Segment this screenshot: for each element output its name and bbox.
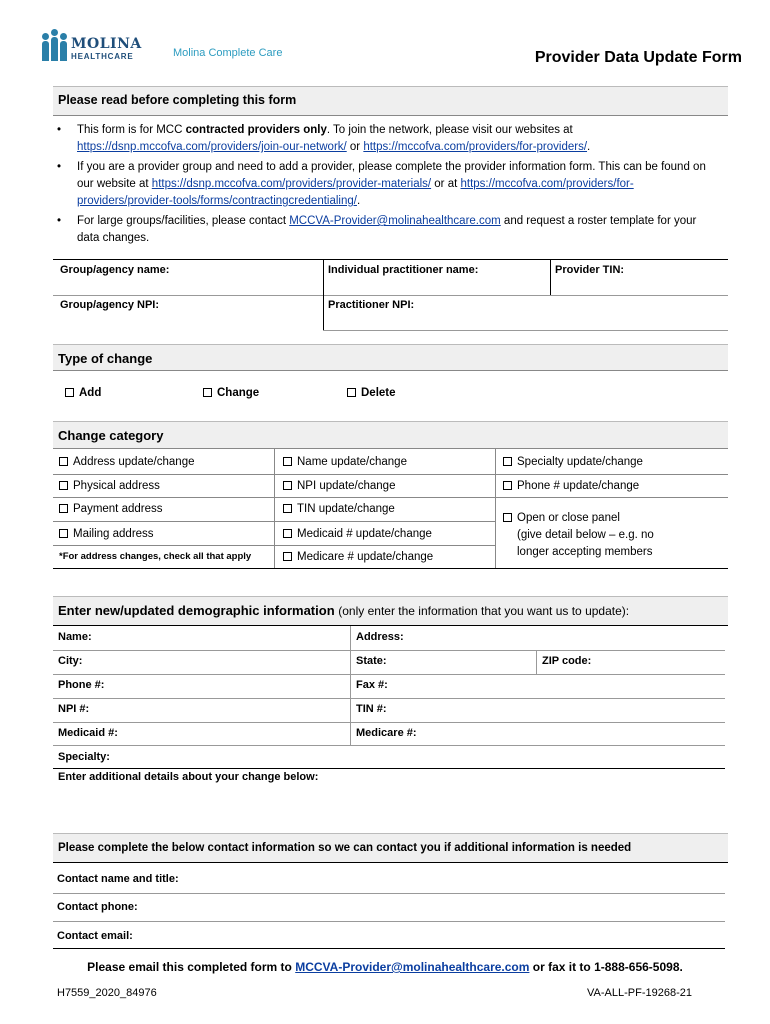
group-name-field[interactable]: Group/agency name: — [60, 264, 170, 276]
cat-physical-address-checkbox[interactable]: Physical address — [59, 480, 160, 492]
people-icon — [42, 37, 67, 61]
bullet-large-groups: • For large groups/facilities, please contact MCCVA-Provider@molinahealthcare.com and request a roster template for your data changes. — [55, 213, 720, 247]
demo-medicaid-field[interactable]: Medicaid #: — [58, 727, 118, 739]
type-change-checkbox[interactable]: Change — [203, 387, 259, 399]
type-of-change-band — [53, 344, 728, 371]
for-providers-link[interactable]: https://mccofva.com/providers/for-providers/ — [363, 141, 588, 153]
practitioner-npi-field[interactable]: Practitioner NPI: — [328, 299, 415, 311]
bullet-contracted: • This form is for MCC contracted providers only. To join the network, please visit our websites at https://dsnp.mccofva.com/providers/join-our-network/ or https://mccofva.com/providers/for-providers/. — [55, 122, 720, 156]
contact-heading: Please complete the below contact information so we can contact you if additional information is needed — [58, 842, 632, 854]
bullet-add-provider: • If you are a provider group and need to add a provider, please complete the provider information form. This can be found on our website at https://dsnp.mccofva.com/providers/provider-materials/ or at https://mccofva.com/providers/for-providers/provider-tools/forms/contractingcredentialing/. — [55, 159, 720, 210]
contact-email-field[interactable]: Contact email: — [57, 930, 133, 942]
type-add-checkbox[interactable]: Add — [65, 387, 101, 399]
form-code-left: H7559_2020_84976 — [57, 987, 157, 999]
cat-npi-checkbox[interactable]: NPI update/change — [283, 480, 395, 492]
demo-tin-field[interactable]: TIN #: — [356, 703, 387, 715]
provider-tin-field[interactable]: Provider TIN: — [555, 264, 625, 276]
intro-heading: Please read before completing this form — [58, 93, 297, 107]
contracting-credentialing-link[interactable]: https://mccofva.com/providers/for-providers/provider-tools/forms/contractingcredentialing/ — [77, 178, 634, 207]
demo-name-field[interactable]: Name: — [58, 631, 92, 643]
cat-name-checkbox[interactable]: Name update/change — [283, 456, 407, 468]
form-title: Provider Data Update Form — [534, 49, 742, 66]
logo-subtitle: HEALTHCARE — [71, 52, 134, 61]
practitioner-name-field[interactable]: Individual practitioner name: — [328, 264, 479, 276]
submit-instructions: Please email this completed form to MCCVA-Provider@molinahealthcare.com or fax it to 1-888-656-5098. — [87, 960, 683, 974]
demographic-heading: Enter new/updated demographic information (only enter the information that you want us to update): — [58, 603, 630, 618]
additional-details-field[interactable]: Enter additional details about your change below: — [58, 771, 319, 783]
cat-medicaid-checkbox[interactable]: Medicaid # update/change — [283, 528, 432, 540]
intro-heading-band — [53, 86, 728, 116]
address-note: *For address changes, check all that apply — [59, 551, 252, 562]
contact-band — [53, 833, 728, 863]
cat-specialty-checkbox[interactable]: Specialty update/change — [503, 456, 643, 468]
intro-bullets — [55, 122, 720, 250]
cat-phone-checkbox[interactable]: Phone # update/change — [503, 480, 639, 492]
demo-npi-field[interactable]: NPI #: — [58, 703, 90, 715]
type-delete-checkbox[interactable]: Delete — [347, 387, 396, 399]
logo-name: MOLINA — [71, 36, 142, 52]
footer-email-link[interactable]: MCCVA-Provider@molinahealthcare.com — [295, 960, 530, 974]
change-category-heading: Change category — [58, 428, 164, 443]
demo-city-field[interactable]: City: — [58, 655, 83, 667]
cat-mailing-address-checkbox[interactable]: Mailing address — [59, 528, 154, 540]
molina-logo — [42, 37, 142, 61]
group-npi-field[interactable]: Group/agency NPI: — [60, 299, 160, 311]
change-category-band — [53, 421, 728, 449]
cat-payment-address-checkbox[interactable]: Payment address — [59, 503, 163, 515]
demo-state-field[interactable]: State: — [356, 655, 387, 667]
join-network-link[interactable]: https://dsnp.mccofva.com/providers/join-our-network/ — [77, 141, 347, 153]
contact-phone-field[interactable]: Contact phone: — [57, 901, 138, 913]
intro-email-link[interactable]: MCCVA-Provider@molinahealthcare.com — [289, 215, 501, 227]
demo-fax-field[interactable]: Fax #: — [356, 679, 388, 691]
demo-phone-field[interactable]: Phone #: — [58, 679, 105, 691]
brand-name: Molina Complete Care — [173, 47, 283, 59]
demo-specialty-field[interactable]: Specialty: — [58, 751, 110, 763]
demo-medicare-field[interactable]: Medicare #: — [356, 727, 417, 739]
demo-zip-field[interactable]: ZIP code: — [542, 655, 592, 667]
demo-address-field[interactable]: Address: — [356, 631, 404, 643]
contact-name-title-field[interactable]: Contact name and title: — [57, 873, 179, 885]
cat-address-checkbox[interactable]: Address update/change — [59, 456, 194, 468]
cat-open-close-panel-checkbox[interactable]: Open or close panel (give detail below – e.g. no longer accepting members — [503, 510, 654, 561]
cat-tin-checkbox[interactable]: TIN update/change — [283, 503, 395, 515]
cat-medicare-checkbox[interactable]: Medicare # update/change — [283, 551, 433, 563]
type-of-change-heading: Type of change — [58, 351, 153, 366]
provider-materials-link[interactable]: https://dsnp.mccofva.com/providers/provider-materials/ — [151, 178, 432, 190]
form-code-right: VA-ALL-PF-19268-21 — [587, 987, 692, 999]
